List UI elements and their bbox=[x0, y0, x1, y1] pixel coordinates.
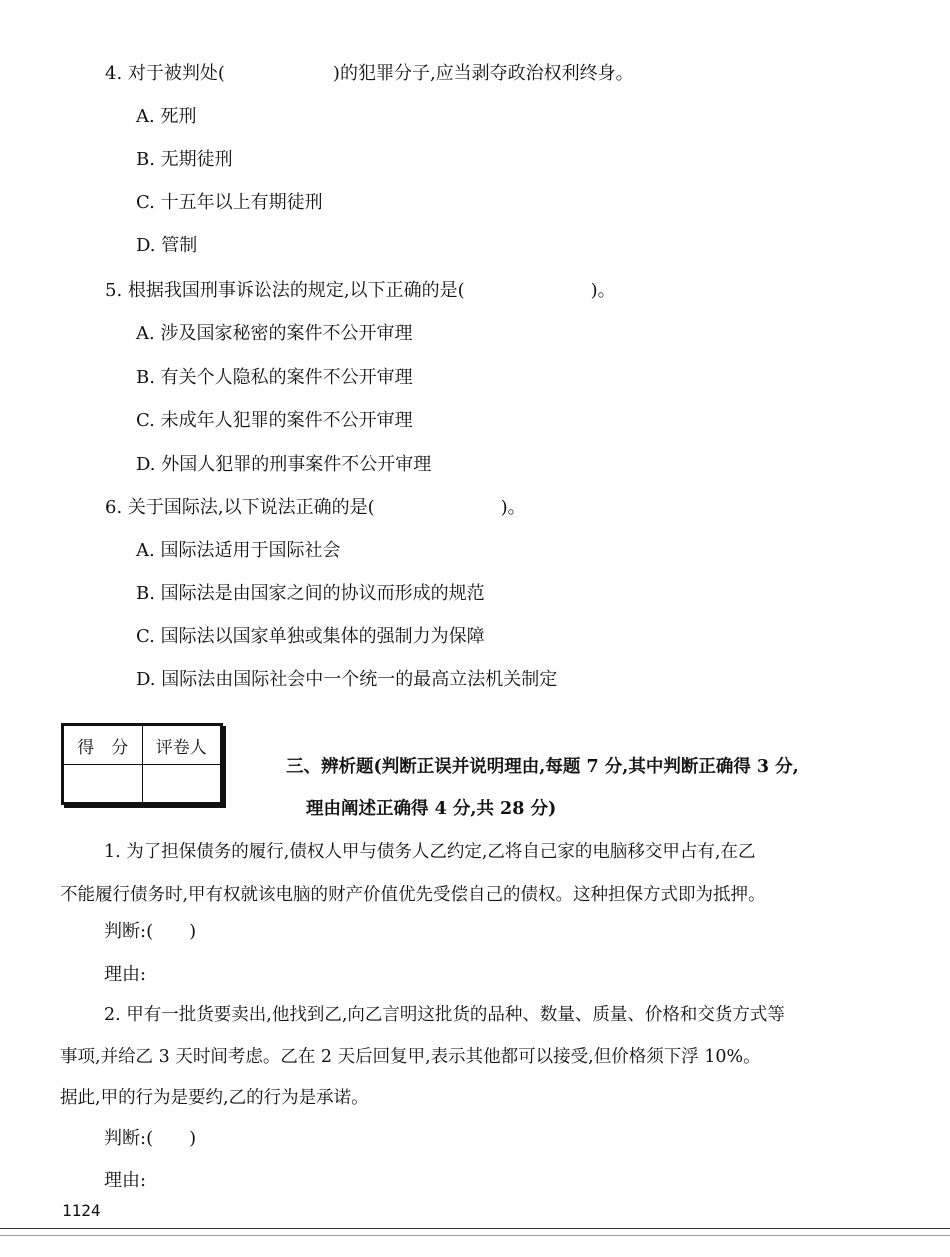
page-number: 1124 bbox=[62, 1201, 101, 1220]
question-5-stem: 5. 根据我国刑事诉讼法的规定,以下正确的是( )。 bbox=[105, 280, 616, 301]
footer-divider-secondary bbox=[0, 1235, 950, 1236]
s3-question-2-line1: 2. 甲有一批货要卖出,他找到乙,向乙言明这批货的品种、数量、质量、价格和交货方式等 bbox=[104, 1005, 785, 1025]
s3-q2-reason: 理由: bbox=[104, 1170, 147, 1191]
section-3-title-line1: 三、辨析题(判断正误并说明理由,每题 7 分,其中判断正确得 3 分, bbox=[286, 757, 799, 777]
q4-option-a: A. 死刑 bbox=[136, 106, 197, 127]
score-box bbox=[61, 723, 223, 805]
grader-label: 评卷人 bbox=[142, 726, 221, 765]
score-table bbox=[63, 725, 221, 803]
score-label: 得 分 bbox=[64, 726, 143, 765]
grader-cell[interactable] bbox=[142, 765, 221, 803]
s3-q1-judgement: 判断:( ) bbox=[104, 921, 197, 942]
q4-option-c: C. 十五年以上有期徒刑 bbox=[136, 192, 323, 213]
s3-question-2-line2: 事项,并给乙 3 天时间考虑。乙在 2 天后回复甲,表示其他都可以接受,但价格须下浮 10%。 bbox=[60, 1047, 761, 1067]
footer-divider bbox=[0, 1228, 950, 1229]
q5-option-a: A. 涉及国家秘密的案件不公开审理 bbox=[136, 323, 413, 344]
q5-option-d: D. 外国人犯罪的刑事案件不公开审理 bbox=[136, 454, 432, 475]
q6-option-d: D. 国际法由国际社会中一个统一的最高立法机关制定 bbox=[136, 669, 558, 690]
q6-option-b: B. 国际法是由国家之间的协议而形成的规范 bbox=[136, 583, 485, 604]
s3-question-1-line1: 1. 为了担保债务的履行,债权人甲与债务人乙约定,乙将自己家的电脑移交甲占有,在乙 bbox=[104, 842, 756, 862]
section-3-title-line2: 理由阐述正确得 4 分,共 28 分) bbox=[306, 799, 557, 819]
s3-question-2-line3: 据此,甲的行为是要约,乙的行为是承诺。 bbox=[60, 1088, 369, 1108]
q5-option-c: C. 未成年人犯罪的案件不公开审理 bbox=[136, 410, 413, 431]
s3-question-1-line2: 不能履行债务时,甲有权就该电脑的财产价值优先受偿自己的债权。这种担保方式即为抵押。 bbox=[60, 885, 766, 905]
q6-option-a: A. 国际法适用于国际社会 bbox=[136, 540, 341, 561]
q4-option-b: B. 无期徒刑 bbox=[136, 149, 233, 170]
question-4-stem: 4. 对于被判处( )的犯罪分子,应当剥夺政治权利终身。 bbox=[105, 63, 634, 84]
s3-q1-reason: 理由: bbox=[104, 964, 147, 985]
q5-option-b: B. 有关个人隐私的案件不公开审理 bbox=[136, 367, 413, 388]
q4-option-d: D. 管制 bbox=[136, 235, 198, 256]
s3-q2-judgement: 判断:( ) bbox=[104, 1128, 197, 1149]
score-cell[interactable] bbox=[64, 765, 143, 803]
question-6-stem: 6. 关于国际法,以下说法正确的是( )。 bbox=[105, 497, 526, 518]
q6-option-c: C. 国际法以国家单独或集体的强制力为保障 bbox=[136, 626, 485, 647]
